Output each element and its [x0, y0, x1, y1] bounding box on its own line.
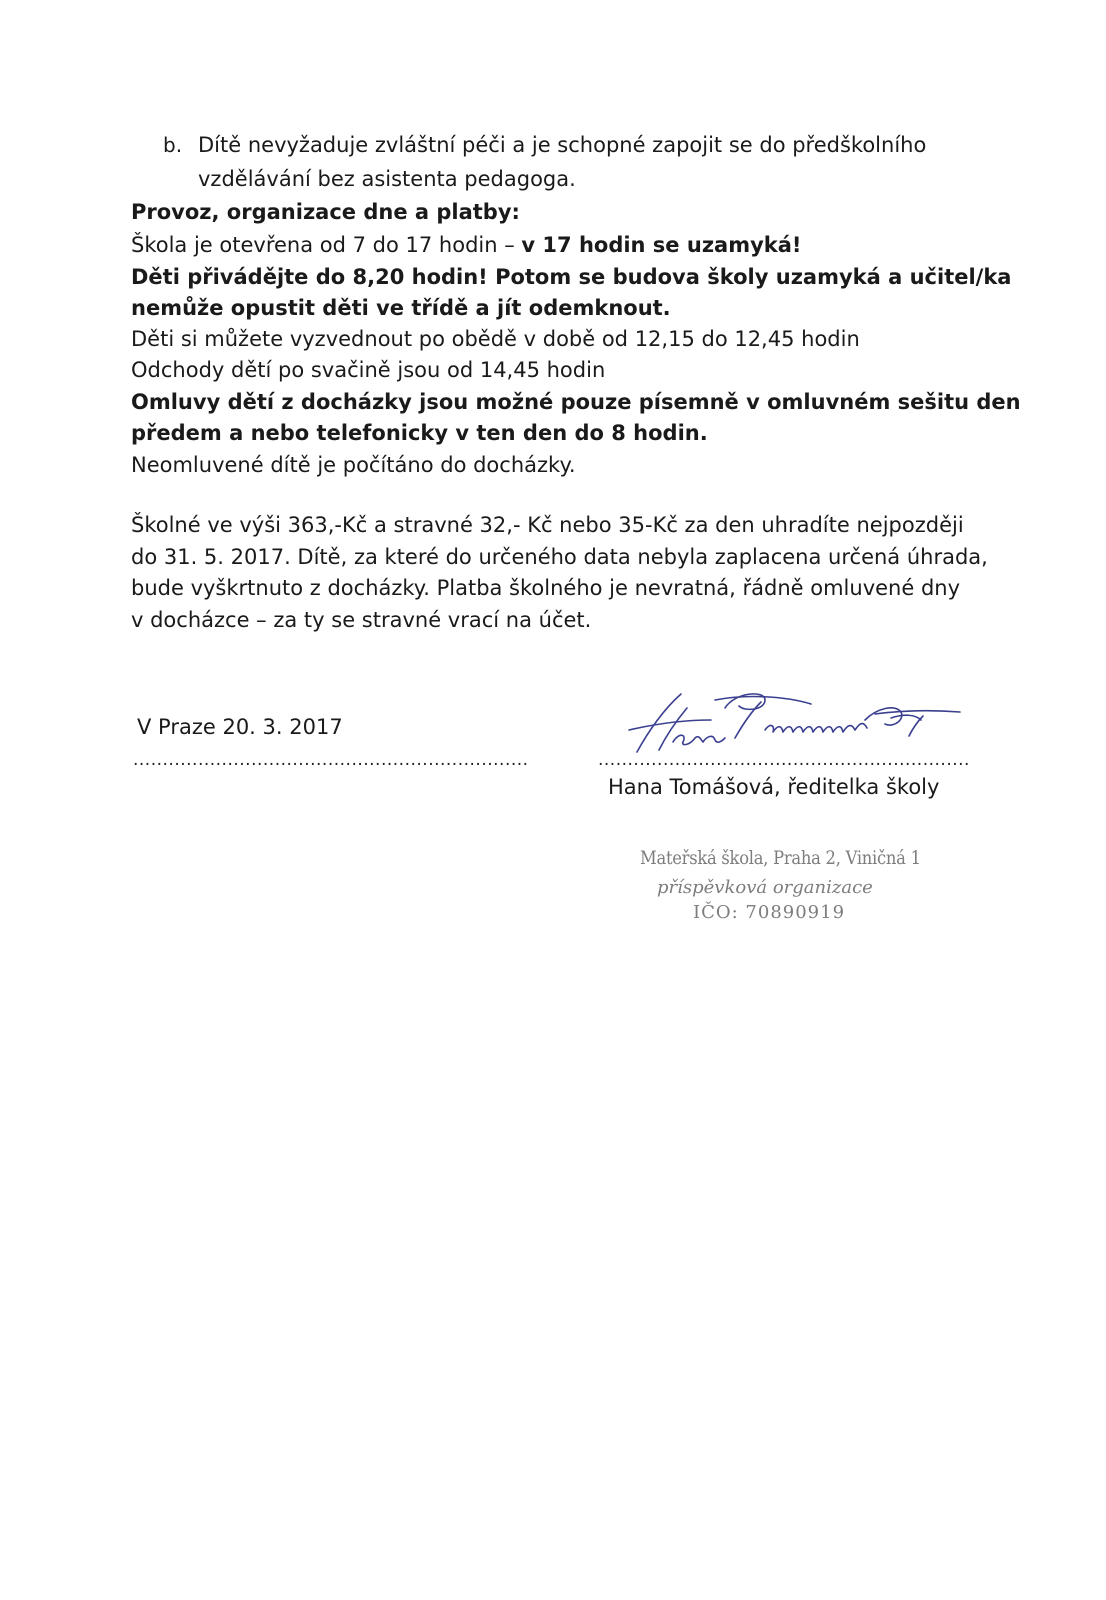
- opening-hours-bold: v 17 hodin se uzamyká!: [521, 233, 802, 257]
- fees-line-1: Školné ve výši 363,-Kč a stravné 32,- Kč nebo 35-Kč za den uhradíte nejpozději: [131, 513, 964, 537]
- signatory-name: Hana Tomášová, ředitelka školy: [608, 775, 940, 799]
- arrival-bold-part-2: Potom se budova školy uzamyká a učitel/ka: [487, 265, 1012, 289]
- dotted-line-left: ...................................................................: [133, 750, 529, 770]
- list-marker-b: b.: [163, 133, 183, 157]
- opening-hours-text: Škola je otevřena od 7 do 17 hodin –: [131, 233, 522, 257]
- arrival-bold-part-1: Děti přivádějte do 8,20 hodin!: [131, 265, 488, 289]
- place-date: V Praze 20. 3. 2017: [137, 715, 343, 739]
- fees-line-4: v docházce – za ty se stravné vrací na účet.: [131, 608, 592, 632]
- fees-line-3: bude vyškrtnuto z docházky. Platba školného je nevratná, řádně omluvené dny: [131, 576, 961, 600]
- pickup-lunch-line: Děti si můžete vyzvednout po obědě v době od 12,15 do 12,45 hodin: [131, 327, 860, 351]
- pickup-snack-line: Odchody dětí po svačině jsou od 14,45 hodin: [131, 358, 606, 382]
- stamp-line-2: příspěvková organizace: [657, 877, 873, 898]
- section-heading: Provoz, organizace dne a platby:: [131, 200, 520, 224]
- unexcused-line: Neomluvené dítě je počítáno do docházky.: [131, 453, 576, 477]
- fees-line-2: do 31. 5. 2017. Dítě, za které do určeného data nebyla zaplacena určená úhrada,: [131, 545, 988, 569]
- item-b-line-1: Dítě nevyžaduje zvláštní péči a je schopné zapojit se do předškolního: [198, 133, 927, 157]
- stamp-line-3: IČO: 70890919: [693, 902, 846, 923]
- item-b-line-2: vzdělávání bez asistenta pedagoga.: [198, 167, 576, 191]
- opening-hours-line: [131, 230, 802, 260]
- excuse-line-2: předem a nebo telefonicky v ten den do 8 hodin.: [131, 421, 708, 445]
- stamp-line-1: Mateřská škola, Praha 2, Viničná 1: [640, 847, 921, 869]
- excuse-line-1: Omluvy dětí z docházky jsou možné pouze písemně v omluvném sešitu den: [131, 390, 1021, 414]
- arrival-line-1: [131, 262, 1011, 292]
- arrival-line-2: nemůže opustit děti ve třídě a jít odemknout.: [131, 296, 671, 320]
- dotted-line-right: ...............................................................: [598, 750, 970, 770]
